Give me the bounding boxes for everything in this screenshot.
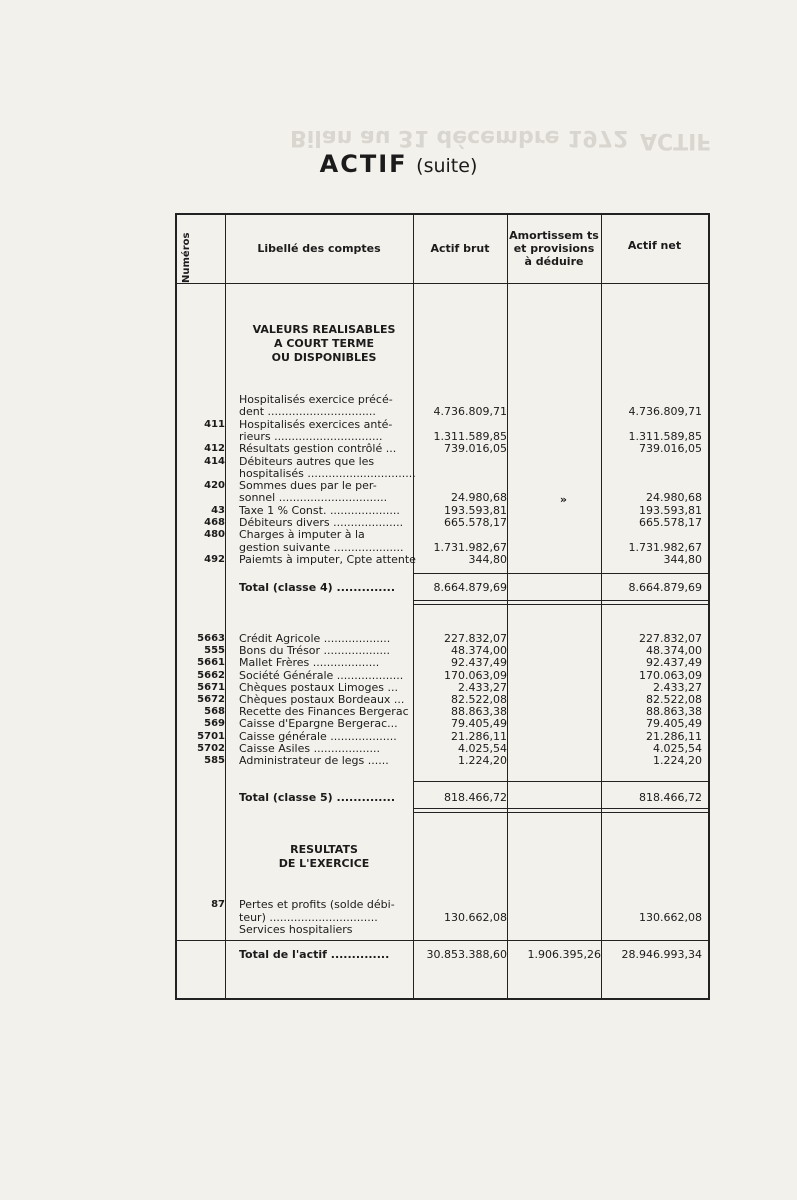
cell-brut: 88.863,38: [451, 705, 507, 719]
section-resultats: [229, 843, 419, 871]
cell-brut: 48.374,00: [451, 644, 507, 658]
total-net: 8.664.879,69: [628, 581, 702, 594]
cell-brut: 227.832,07: [444, 632, 507, 645]
cell-code: 5662: [197, 669, 225, 681]
total-label: Total (classe 5) ..............: [239, 791, 396, 804]
table-row: [177, 393, 708, 406]
cell-label: Bons du Trésor ...................: [239, 644, 390, 658]
cell-code: 555: [204, 645, 225, 657]
balance-table: [175, 213, 710, 1000]
header-amort-2: et provisions: [513, 242, 595, 255]
cell-brut: 24.980,68: [451, 491, 507, 505]
bleed-through-actif: ACTIF: [640, 128, 712, 153]
cell-code: 5672: [197, 694, 225, 705]
table-row: [177, 541, 708, 554]
table-row: [177, 442, 708, 455]
cell-code: 5702: [197, 742, 225, 754]
total-label: Total (classe 4) ..............: [239, 581, 396, 594]
total-brut: 8.664.879,69: [433, 581, 507, 594]
cell-net: 1.224,20: [653, 754, 702, 767]
cell-brut: 4.025,54: [458, 741, 507, 755]
table-row: [177, 632, 708, 645]
cell-brut: 2.433,27: [458, 680, 507, 694]
table-row: [177, 418, 708, 431]
cell-label: Hospitalisés exercices anté-: [239, 417, 393, 431]
cell-code: 568: [204, 706, 225, 718]
total-brut: 30.853.388,60: [426, 948, 507, 961]
cell-label: Paiemts à imputer, Cpte attente: [239, 552, 416, 566]
header-amort: [507, 229, 601, 268]
table-row: [177, 681, 708, 694]
cell-net: 48.374,00: [646, 644, 702, 658]
cell-brut: 739.016,05: [444, 442, 507, 456]
table-row: [177, 911, 708, 924]
table-row: [177, 923, 708, 936]
cell-label: Charges à imputer à la: [239, 528, 365, 542]
cell-label: teur) ...............................: [239, 910, 378, 924]
cell-net: 2.433,27: [653, 680, 702, 694]
cell-label: gestion suivante ....................: [239, 540, 404, 554]
table-row: [177, 528, 708, 541]
title-main: ACTIF: [319, 150, 408, 178]
section-line: A COURT TERME: [274, 337, 374, 350]
table-row: [177, 405, 708, 418]
table-row: [177, 455, 708, 468]
cell-label: Taxe 1 % Const. ....................: [239, 503, 400, 517]
cell-brut: 344,80: [468, 552, 507, 566]
cell-brut: 4.736.809,71: [433, 405, 507, 419]
cell-net: 170.063,09: [639, 668, 702, 682]
cell-code: 5701: [197, 730, 225, 742]
cell-code: 43: [211, 504, 225, 516]
table-row: [177, 898, 708, 911]
cell-net: 1.311.589,85: [628, 429, 702, 443]
cell-label: rieurs ...............................: [239, 429, 383, 443]
cell-code: 5661: [197, 657, 225, 669]
total-net: 28.946.993,34: [621, 948, 702, 961]
cell-label: Recette des Finances Bergerac: [239, 705, 409, 719]
section-line: OU DISPONIBLES: [271, 351, 377, 364]
table-row: [177, 553, 708, 566]
total-rule: [413, 573, 708, 574]
header-brut: Actif brut: [430, 242, 490, 255]
cell-label: Caisse Asiles ...................: [239, 741, 381, 755]
col-rule: [507, 215, 508, 998]
cell-net: 665.578,17: [639, 516, 702, 529]
table-row: [177, 656, 708, 669]
total-rule: [177, 940, 708, 941]
cell-net: 344,80: [663, 552, 702, 566]
cell-code: 5671: [197, 681, 225, 693]
cell-code: 480: [204, 529, 225, 541]
cell-label: Administrateur de legs ......: [239, 754, 389, 767]
cell-label: Débiteurs autres que les: [239, 454, 375, 468]
cell-brut: 92.437,49: [451, 656, 507, 670]
cell-label: Services hospitaliers: [239, 923, 353, 936]
cell-code: 585: [204, 755, 225, 766]
cell-label: sonnel ...............................: [239, 491, 388, 505]
table-row: [177, 644, 708, 657]
cell-label: Crédit Agricole ...................: [239, 632, 391, 645]
cell-label: Caisse d'Epargne Bergerac...: [239, 717, 398, 731]
cell-net: 4.736.809,71: [628, 405, 702, 419]
total-classe4-row: [177, 581, 708, 594]
col-rule: [225, 215, 226, 998]
cell-brut: 21.286,11: [451, 729, 507, 743]
total-label: Total de l'actif ..............: [239, 948, 390, 961]
table-row: [177, 754, 708, 767]
cell-code: 468: [204, 517, 225, 528]
table-row: [177, 717, 708, 730]
cell-brut: 130.662,08: [444, 910, 507, 924]
header-amort-1: Amortissem ts: [509, 229, 599, 242]
cell-brut: 193.593,81: [444, 503, 507, 517]
total-classe5-row: [177, 791, 708, 804]
cell-brut: 1.731.982,67: [433, 540, 507, 554]
total-net: 818.466,72: [639, 791, 702, 804]
cell-label: Débiteurs divers ....................: [239, 516, 404, 529]
table-row: [177, 730, 708, 743]
cell-net: 739.016,05: [639, 442, 702, 456]
table-row: [177, 669, 708, 682]
cell-code: 414: [204, 455, 225, 467]
section-line: RESULTATS: [290, 843, 358, 856]
total-rule: [413, 781, 708, 782]
amort-mark-text: »: [559, 493, 567, 506]
cell-label: hospitalisés ...............................: [239, 466, 416, 480]
cell-label: Hospitalisés exercice précé-: [239, 393, 393, 406]
table-row: [177, 693, 708, 706]
table-row: [177, 467, 708, 480]
cell-net: 130.662,08: [639, 910, 702, 924]
cell-net: 79.405,49: [646, 717, 702, 731]
total-amort: 1.906.395,26: [527, 948, 601, 961]
cell-brut: 1.224,20: [458, 754, 507, 767]
table-row: [177, 479, 708, 492]
cell-net: 88.863,38: [646, 705, 702, 719]
section-line: DE L'EXERCICE: [278, 857, 370, 870]
title-suffix: (suite): [416, 155, 478, 177]
bleed-through-title: Bilan au 31 décembre 1972: [290, 125, 629, 150]
page-title: [0, 150, 797, 178]
cell-net: 4.025,54: [653, 741, 702, 755]
cell-code: 420: [204, 480, 225, 492]
cell-brut: 79.405,49: [451, 717, 507, 731]
cell-label: Sommes dues par le per-: [239, 479, 377, 493]
cell-label: Chèques postaux Limoges ...: [239, 680, 398, 694]
col-rule: [601, 215, 602, 998]
section-valeurs: [229, 323, 419, 365]
cell-code: 569: [204, 718, 225, 730]
cell-brut: 170.063,09: [444, 668, 507, 682]
cell-label: Résultats gestion contrôlé ...: [239, 442, 397, 456]
double-rule: [413, 808, 708, 813]
table-row: [177, 705, 708, 718]
cell-net: 21.286,11: [646, 729, 702, 743]
cell-brut: 1.311.589,85: [433, 429, 507, 443]
table-row: [177, 516, 708, 529]
cell-code: 492: [204, 553, 225, 565]
cell-net: 227.832,07: [639, 632, 702, 645]
cell-brut: 665.578,17: [444, 516, 507, 529]
cell-brut: 82.522,08: [451, 693, 507, 706]
double-rule: [413, 600, 708, 605]
cell-net: 82.522,08: [646, 693, 702, 706]
cell-code: 87: [211, 899, 225, 910]
cell-label: Chèques postaux Bordeaux ...: [239, 693, 405, 706]
total-brut: 818.466,72: [444, 791, 507, 804]
cell-label: Pertes et profits (solde débi-: [239, 898, 395, 911]
cell-net: 1.731.982,67: [628, 540, 702, 554]
header-libelle: Libellé des comptes: [257, 242, 381, 255]
header-net: Actif net: [627, 239, 682, 252]
cell-net: 193.593,81: [639, 503, 702, 517]
table-row: [177, 742, 708, 755]
section-line: VALEURS REALISABLES: [252, 323, 396, 336]
header-rule: [177, 283, 708, 284]
cell-code: 411: [204, 418, 225, 430]
cell-code: 412: [204, 443, 225, 455]
cell-code: 5663: [197, 633, 225, 644]
cell-label: dent ...............................: [239, 405, 376, 419]
cell-net: 24.980,68: [646, 491, 702, 505]
cell-label: Caisse générale ...................: [239, 729, 397, 743]
amort-mark: [177, 493, 708, 506]
total-actif-row: [177, 948, 708, 961]
cell-label: Société Générale ...................: [239, 668, 404, 682]
table-row: [177, 430, 708, 443]
header-numeros: Numéros: [181, 232, 192, 283]
cell-net: 92.437,49: [646, 656, 702, 670]
header-amort-3: à déduire: [524, 255, 584, 268]
cell-label: Mallet Frères ...................: [239, 656, 380, 670]
